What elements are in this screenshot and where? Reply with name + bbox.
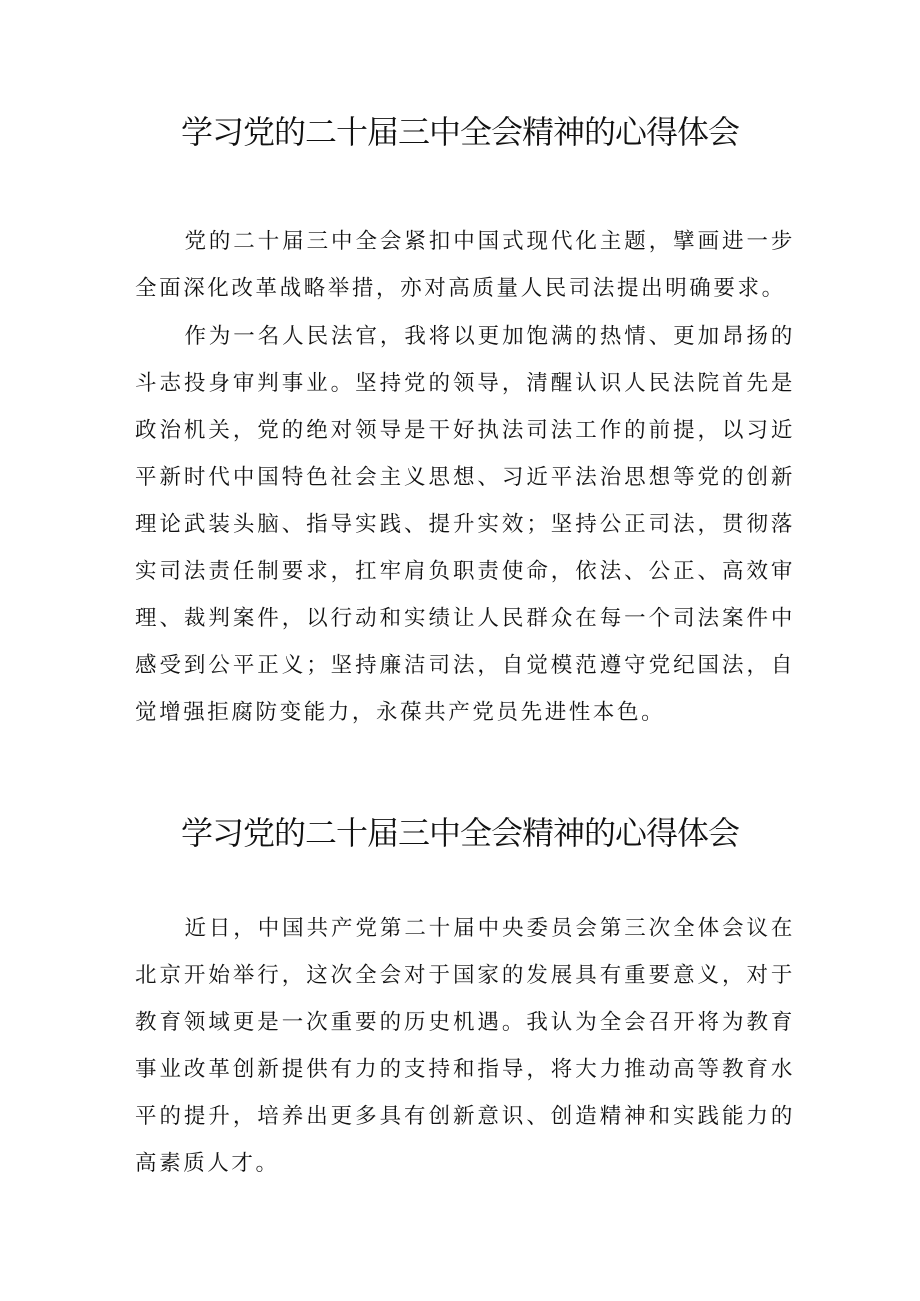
section-title-1: 学习党的二十届三中全会精神的心得体会 [180,113,739,151]
section-2-paragraph-1: 近日，中国共产党第二十届中央委员会第三次全体会议在北京开始举行，这次全会对于国家的发展具有重要意义，对于教育领域更是一次重要的历史机遇。我认为全会召开将为教育事业改革创新提供有力的支持和指导，将大力推动高等教育水平的提升，培养出更多具有创新意识、创造精神和实践能力的高素质人才。 [135,916,795,1176]
section-1-paragraph-2: 作为一名人民法官，我将以更加饱满的热情、更加昂扬的斗志投身审判事业。坚持党的领导，清醒认识人民法院首先是政治机关，党的绝对领导是干好执法司法工作的前提，以习近平新时代中国特色社会主义思想、习近平法治思想等党的创新理论武装头脑、指导实践、提升实效；坚持公正司法，贯彻落实司法责任制要求，扛牢肩负职责使命，依法、公正、高效审理、裁判案件，以行动和实绩让人民群众在每一个司法案件中感受到公平正义；坚持廉洁司法，自觉模范遵守党纪国法，自觉增强拒腐防变能力，永葆共产党员先进性本色。 [135,324,795,725]
section-title-2: 学习党的二十届三中全会精神的心得体会 [180,814,739,852]
section-1-paragraph-1: 党的二十届三中全会紧扣中国式现代化主题，擘画进一步全面深化改革战略举措，亦对高质量人民司法提出明确要求。 [135,229,795,301]
